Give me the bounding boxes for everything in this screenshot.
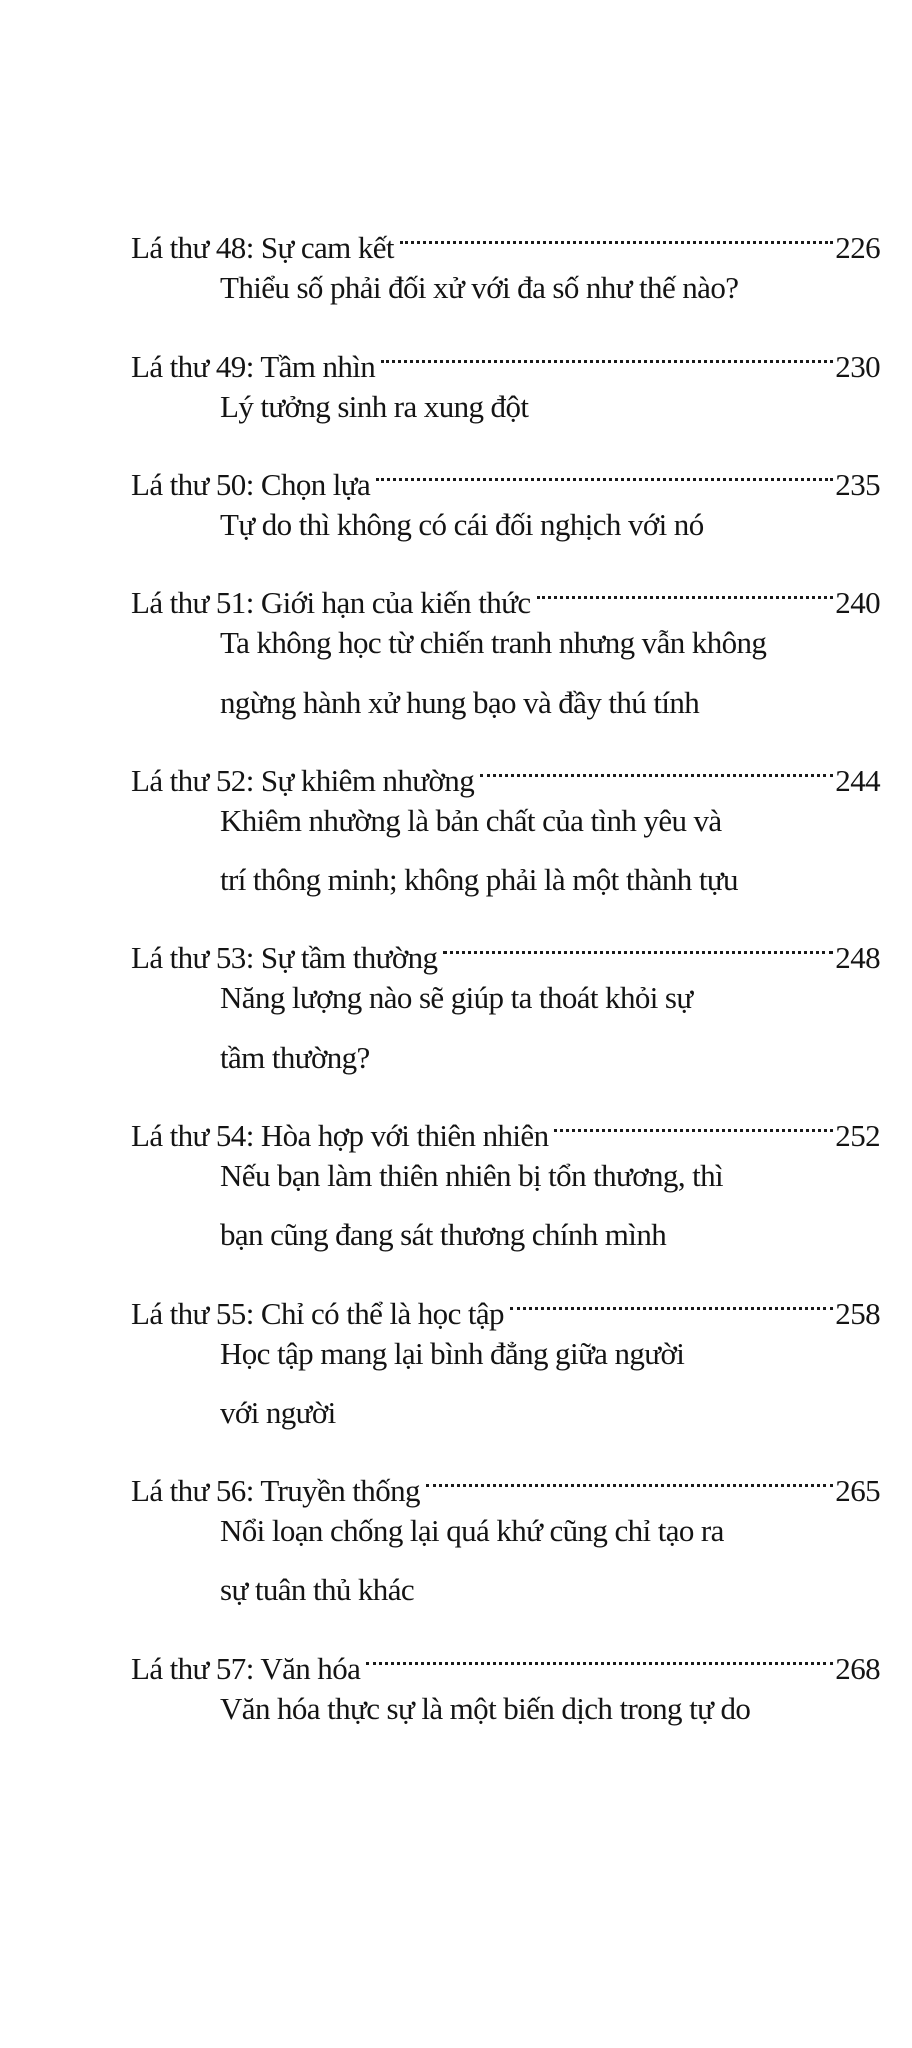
table-of-contents — [131, 199, 880, 1738]
entry-subtitle: Khiêm nhường là bản chất của tình yêu và — [220, 802, 722, 838]
toc-entry — [131, 1087, 880, 1265]
entry-subtitle: với người — [220, 1394, 336, 1430]
toc-entry — [131, 199, 880, 317]
page-number: 244 — [835, 762, 880, 798]
entry-subtitle: tầm thường? — [220, 1039, 370, 1075]
toc-entry-heading[interactable] — [131, 317, 880, 384]
page-number: 258 — [835, 1295, 880, 1331]
entry-title: Lá thư 52: Sự khiêm nhường — [131, 762, 475, 798]
toc-entry — [131, 1620, 880, 1738]
toc-entry-heading[interactable] — [131, 732, 880, 798]
entry-title: Lá thư 48: Sự cam kết — [131, 230, 394, 266]
toc-entry — [131, 554, 880, 732]
entry-subtitle: Lý tưởng sinh ra xung đột — [220, 388, 529, 424]
entry-title: Lá thư 49: Tầm nhìn — [131, 348, 376, 384]
dot-leader — [376, 436, 833, 495]
toc-entry-heading[interactable] — [131, 436, 880, 502]
toc-entry — [131, 436, 880, 554]
page-number: 268 — [835, 1650, 880, 1686]
toc-entry-heading[interactable] — [131, 1087, 880, 1153]
page-number: 248 — [835, 940, 880, 976]
page-number: 252 — [835, 1118, 880, 1153]
entry-subtitle: trí thông minh; không phải là một thành tựu — [220, 862, 738, 898]
entry-title: Lá thư 53: Sự tầm thường — [131, 940, 438, 976]
entry-subtitle: Tự do thì không có cái đối nghịch với nó — [220, 506, 704, 542]
page-number: 230 — [835, 348, 880, 384]
toc-entry — [131, 317, 880, 435]
toc-entry-heading[interactable] — [131, 1442, 880, 1509]
entry-title: Lá thư 51: Giới hạn của kiến thức — [131, 585, 531, 621]
entry-subtitle: ngừng hành xử hung bạo và đầy thú tính — [220, 684, 700, 720]
entry-subtitle: Văn hóa thực sự là một biến dịch trong tự do — [220, 1690, 751, 1726]
dot-leader — [510, 1264, 833, 1323]
dot-leader — [554, 1087, 833, 1146]
entry-title: Lá thư 56: Truyền thống — [131, 1473, 420, 1509]
entry-subtitle: Ta không học từ chiến tranh nhưng vẫn không — [220, 625, 767, 661]
entry-subtitle: bạn cũng đang sát thương chính mình — [220, 1217, 667, 1253]
dot-leader — [443, 909, 833, 968]
toc-entry — [131, 909, 880, 1087]
dot-leader — [426, 1442, 833, 1501]
page-number: 226 — [835, 230, 880, 266]
toc-entry-heading[interactable] — [131, 554, 880, 621]
dot-leader — [400, 199, 833, 258]
toc-entry — [131, 732, 880, 910]
dot-leader — [537, 554, 834, 613]
toc-entry — [131, 1264, 880, 1442]
dot-leader — [381, 317, 833, 376]
entry-subtitle: Nếu bạn làm thiên nhiên bị tổn thương, thì — [220, 1158, 724, 1193]
page-number: 235 — [835, 466, 880, 502]
entry-subtitle: Năng lượng nào sẽ giúp ta thoát khỏi sự — [220, 980, 693, 1016]
toc-entry-heading[interactable] — [131, 1620, 880, 1686]
entry-title: Lá thư 54: Hòa hợp với thiên nhiên — [131, 1118, 549, 1153]
entry-subtitle: Nổi loạn chống lại quá khứ cũng chỉ tạo ra — [220, 1513, 724, 1549]
entry-subtitle: Học tập mang lại bình đẳng giữa người — [220, 1335, 685, 1371]
toc-entry-heading[interactable] — [131, 1264, 880, 1331]
page-number: 265 — [835, 1473, 880, 1509]
entry-title: Lá thư 50: Chọn lựa — [131, 466, 371, 502]
entry-title: Lá thư 55: Chỉ có thể là học tập — [131, 1295, 504, 1331]
toc-entry-heading[interactable] — [131, 199, 880, 266]
entry-subtitle: Thiểu số phải đối xử với đa số như thế nào? — [220, 270, 739, 306]
toc-entry-heading[interactable] — [131, 909, 880, 976]
toc-entry — [131, 1442, 880, 1620]
entry-subtitle: sự tuân thủ khác — [220, 1572, 415, 1608]
dot-leader — [480, 732, 833, 791]
entry-title: Lá thư 57: Văn hóa — [131, 1650, 361, 1686]
page-number: 240 — [835, 585, 880, 621]
dot-leader — [366, 1620, 833, 1679]
